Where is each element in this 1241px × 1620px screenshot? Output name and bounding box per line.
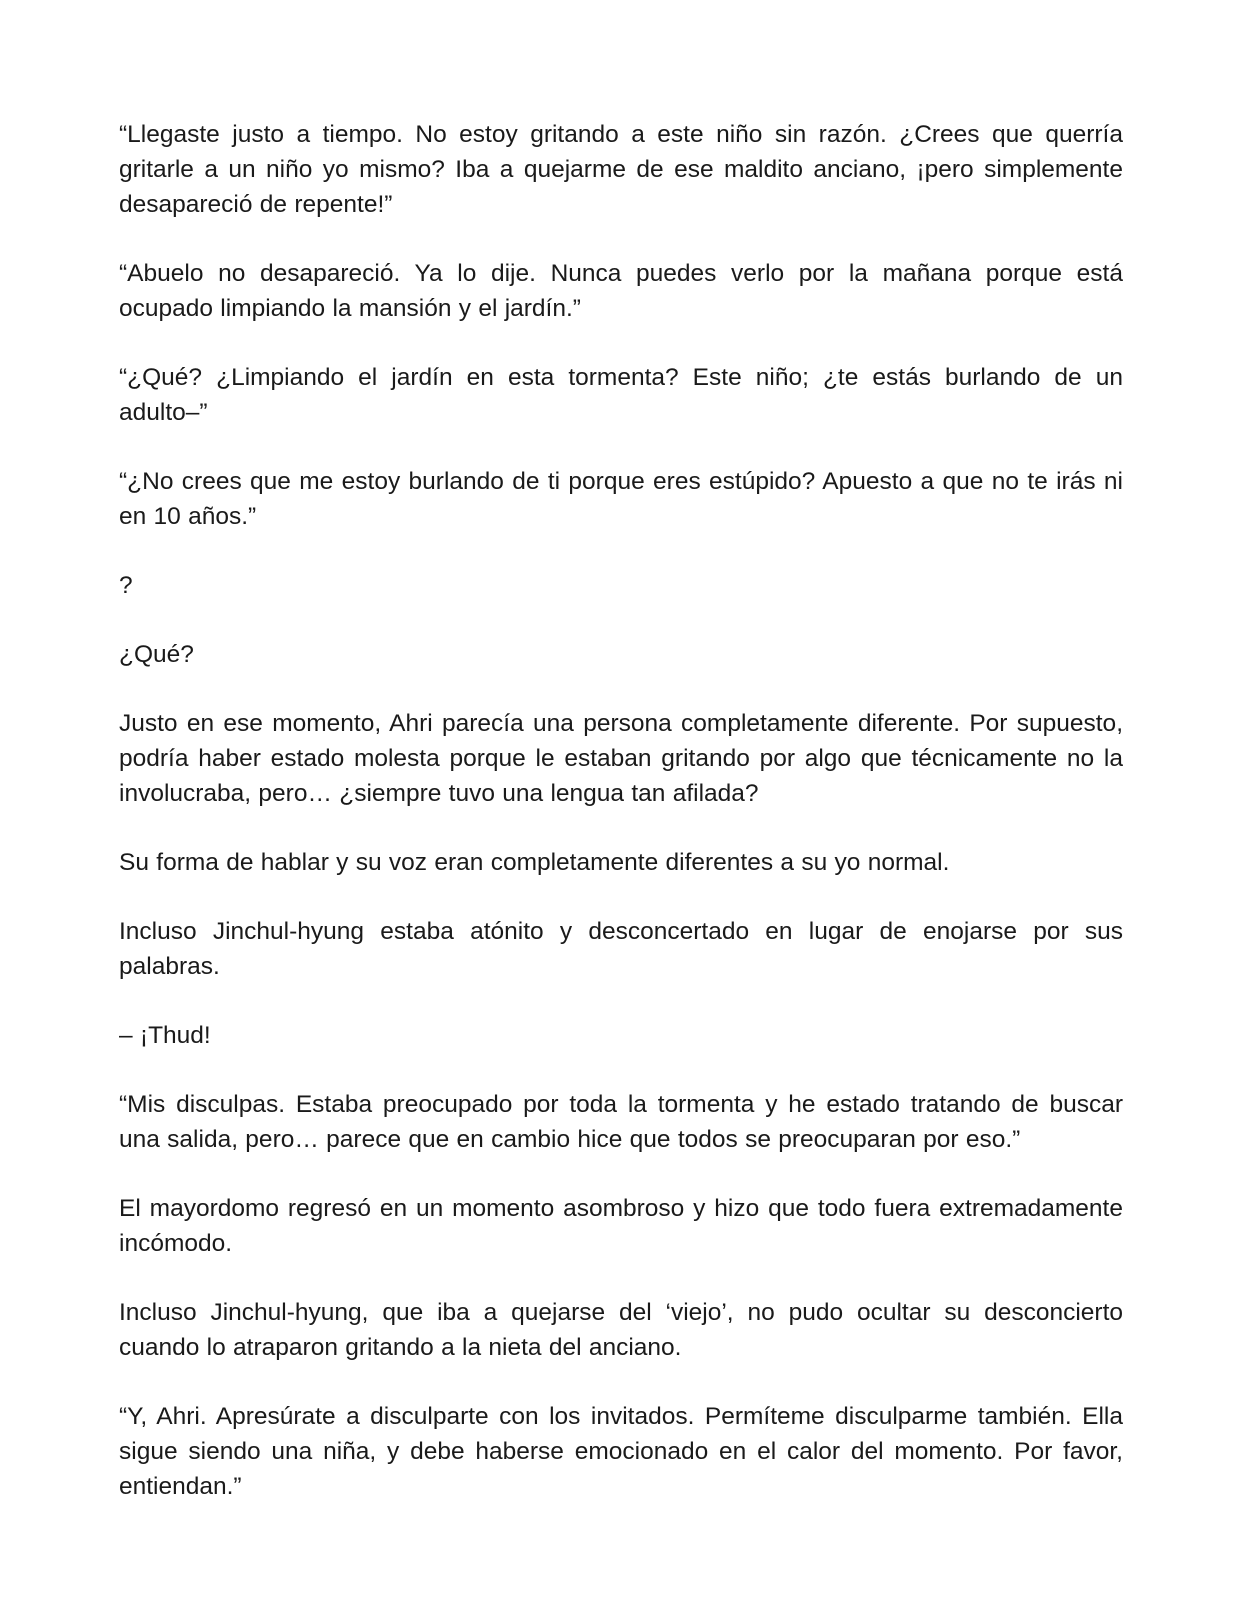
paragraph: Justo en ese momento, Ahri parecía una persona completamente diferente. Por supuesto, podría haber estado molesta porque le estaban gritando por algo que técnicamente no la involucraba, pero… ¿siempre tuvo una lengua tan afilada?: [119, 710, 1123, 807]
paragraph: “Llegaste justo a tiempo. No estoy gritando a este niño sin razón. ¿Crees que querría gritarle a un niño yo mismo? Iba a quejarme de ese maldito anciano, ¡pero simplemente desapareció de repente!”: [119, 121, 1123, 218]
paragraph: “¿Qué? ¿Limpiando el jardín en esta tormenta? Este niño; ¿te estás burlando de un adulto–”: [119, 364, 1123, 426]
paragraph: “¿No crees que me estoy burlando de ti porque eres estúpido? Apuesto a que no te irás ni en 10 años.”: [119, 468, 1123, 530]
paragraph: ¿Qué?: [119, 641, 194, 668]
paragraph: Su forma de hablar y su voz eran completamente diferentes a su yo normal.: [119, 849, 950, 876]
paragraph: “Y, Ahri. Apresúrate a disculparte con los invitados. Permíteme disculparme también. Ella sigue siendo una niña, y debe haberse emocionado en el calor del momento. Por favor, entiendan.”: [119, 1403, 1123, 1500]
document-body: [119, 117, 1123, 1538]
paragraph: “Mis disculpas. Estaba preocupado por toda la tormenta y he estado tratando de buscar una salida, pero… parece que en cambio hice que todos se preocuparan por eso.”: [119, 1091, 1123, 1153]
paragraph: ?: [119, 572, 133, 599]
paragraph: – ¡Thud!: [119, 1022, 211, 1049]
paragraph: El mayordomo regresó en un momento asombroso y hizo que todo fuera extremadamente incómodo.: [119, 1195, 1123, 1257]
paragraph: “Abuelo no desapareció. Ya lo dije. Nunca puedes verlo por la mañana porque está ocupado limpiando la mansión y el jardín.”: [119, 260, 1123, 322]
paragraph: Incluso Jinchul-hyung, que iba a quejarse del ‘viejo’, no pudo ocultar su desconcierto cuando lo atraparon gritando a la nieta del anciano.: [119, 1299, 1123, 1361]
paragraph: Incluso Jinchul-hyung estaba atónito y desconcertado en lugar de enojarse por sus palabras.: [119, 918, 1123, 980]
